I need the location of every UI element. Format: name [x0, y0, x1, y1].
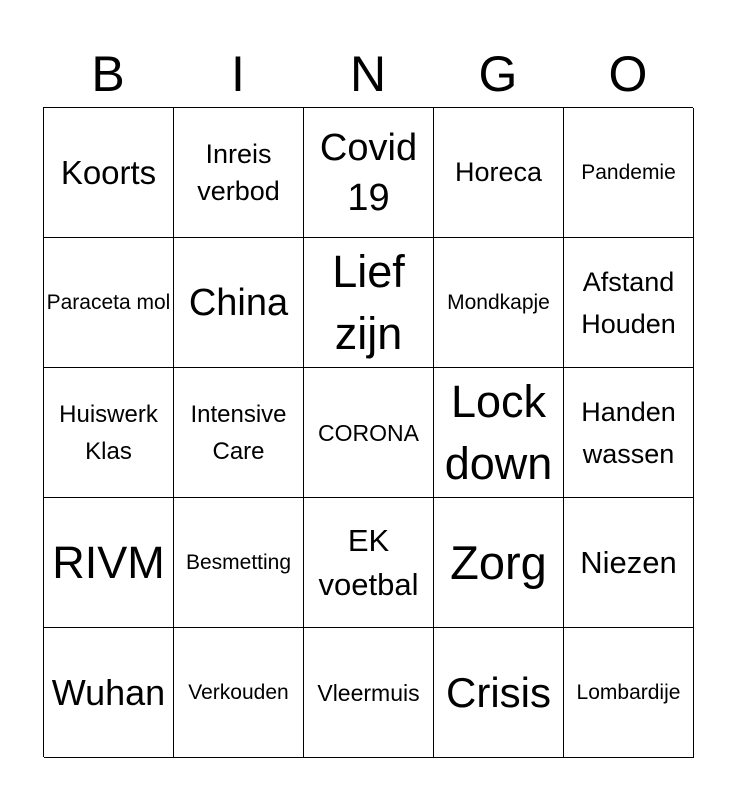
- cell-label: Besmetting: [185, 550, 292, 574]
- bingo-cell[interactable]: [434, 108, 564, 238]
- bingo-cell[interactable]: [304, 498, 434, 628]
- bingo-cell[interactable]: [174, 238, 304, 368]
- cell-label: Inreis verbod: [197, 138, 280, 206]
- bingo-cell[interactable]: [434, 238, 564, 368]
- bingo-cell[interactable]: [174, 628, 304, 758]
- bingo-grid: [43, 107, 693, 757]
- bingo-cell[interactable]: [44, 108, 174, 238]
- cell-label: China: [188, 281, 289, 324]
- header-letter-i: I: [231, 46, 245, 102]
- cell-label: Lombardije: [576, 680, 681, 704]
- cell-label: Koorts: [60, 153, 157, 191]
- cell-label: RIVM: [52, 536, 165, 588]
- bingo-cell[interactable]: [434, 498, 564, 628]
- cell-label: Verkouden: [188, 680, 289, 704]
- cell-label: Intensive Care: [190, 400, 287, 465]
- bingo-cell[interactable]: [174, 368, 304, 498]
- header-letter-n: N: [349, 46, 387, 102]
- bingo-cell[interactable]: [434, 628, 564, 758]
- bingo-cell[interactable]: [564, 498, 694, 628]
- header-letter-g: G: [478, 46, 518, 102]
- cell-label: Covid 19: [319, 126, 418, 219]
- bingo-cell[interactable]: [304, 368, 434, 498]
- cell-label: Lief zijn: [332, 245, 405, 359]
- cell-label: Handen wassen: [581, 396, 676, 469]
- cell-label: CORONA: [318, 419, 419, 446]
- bingo-cell[interactable]: [44, 368, 174, 498]
- bingo-cell[interactable]: [174, 108, 304, 238]
- cell-label: Wuhan: [51, 671, 166, 713]
- bingo-cell[interactable]: [174, 498, 304, 628]
- bingo-cell[interactable]: [304, 628, 434, 758]
- cell-label: EK voetbal: [318, 522, 419, 602]
- cell-label: Afstand Houden: [581, 266, 676, 339]
- cell-label: Huiswerk Klas: [59, 400, 158, 465]
- bingo-cell[interactable]: [564, 368, 694, 498]
- bingo-cell[interactable]: [564, 238, 694, 368]
- bingo-cell[interactable]: [304, 108, 434, 238]
- bingo-cell[interactable]: [434, 368, 564, 498]
- cell-label: Pandemie: [581, 160, 676, 184]
- cell-label: Lock down: [444, 375, 553, 489]
- bingo-cell[interactable]: [44, 498, 174, 628]
- bingo-cell[interactable]: [564, 628, 694, 758]
- bingo-cell[interactable]: [564, 108, 694, 238]
- cell-label: Niezen: [580, 544, 677, 580]
- bingo-header: [43, 42, 693, 106]
- bingo-cell[interactable]: [44, 628, 174, 758]
- cell-label: Vleermuis: [317, 679, 420, 706]
- bingo-cell[interactable]: [304, 238, 434, 368]
- cell-label: Paraceta mol: [46, 291, 171, 314]
- header-letter-o: O: [608, 46, 648, 102]
- cell-label: Mondkapje: [447, 290, 550, 314]
- bingo-cell[interactable]: [44, 238, 174, 368]
- cell-label: Zorg: [450, 535, 547, 589]
- header-letter-b: B: [91, 46, 125, 102]
- cell-label: Horeca: [454, 157, 543, 187]
- cell-label: Crisis: [446, 668, 551, 716]
